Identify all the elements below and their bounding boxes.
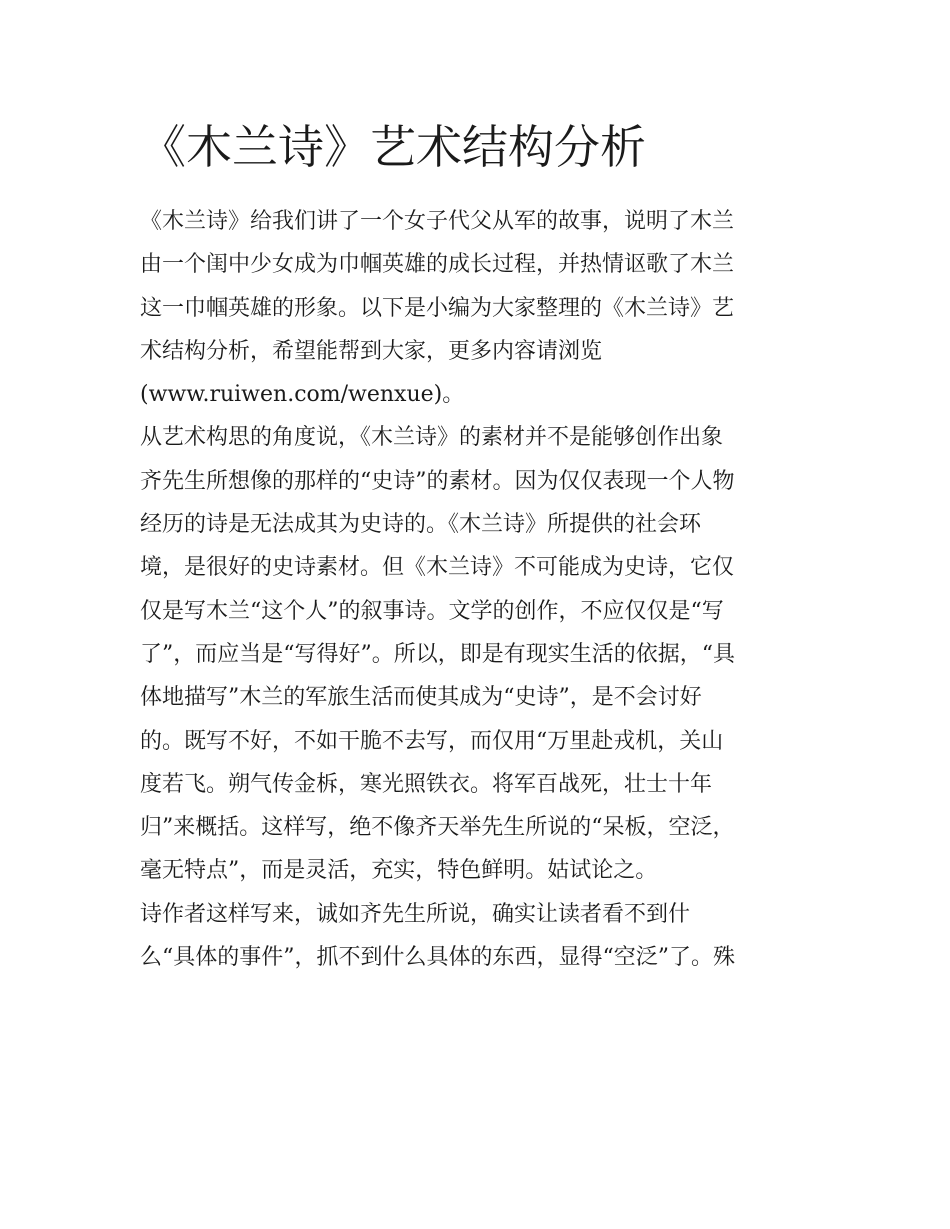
- page-title: 《木兰诗》艺术结构分析: [140, 120, 646, 174]
- text-line: 境，是很好的史诗素材。但《木兰诗》不可能成为史诗，它仅: [140, 555, 735, 581]
- text-line: (www.ruiwen.com/wenxue)。: [140, 382, 465, 408]
- text-line: 由一个闺中少女成为巾帼英雄的成长过程，并热情讴歌了木兰: [140, 252, 735, 278]
- text-line: 齐先生所想像的那样的“史诗”的素材。因为仅仅表现一个人物: [140, 468, 735, 494]
- text-line: 这一巾帼英雄的形象。以下是小编为大家整理的《木兰诗》艺: [140, 295, 735, 321]
- text-line: 度若飞。朔气传金柝，寒光照铁衣。将军百战死，壮士十年: [140, 771, 713, 797]
- text-line: 诗作者这样写来，诚如齐先生所说，确实让读者看不到什: [140, 901, 691, 927]
- document-body: [140, 200, 820, 979]
- text-line: 归”来概括。这样写，绝不像齐天举先生所说的“呆板，空泛，: [140, 815, 735, 841]
- text-line: 体地描写”木兰的军旅生活而使其成为“史诗”，是不会讨好: [140, 685, 702, 711]
- text-line: 么“具体的事件”，抓不到什么具体的东西，显得“空泛”了。殊: [140, 945, 735, 971]
- text-line: 《木兰诗》给我们讲了一个女子代父从军的故事，说明了木兰: [140, 209, 735, 234]
- text-line: 仅是写木兰“这个人”的叙事诗。文学的创作，不应仅仅是“写: [140, 598, 724, 624]
- text-line: 经历的诗是无法成其为史诗的。《木兰诗》所提供的社会环: [140, 512, 702, 538]
- text-line: 毫无特点”，而是灵活，充实，特色鲜明。姑试论之。: [140, 858, 658, 884]
- text-line: 从艺术构思的角度说，《木兰诗》的素材并不是能够创作出象: [140, 425, 724, 451]
- text-line: 术结构分析，希望能帮到大家，更多内容请浏览: [140, 338, 603, 364]
- text-line: 了”，而应当是“写得好”。所以，即是有现实生活的依据，“具: [140, 641, 735, 667]
- text-line: 的。既写不好，不如干脆不去写，而仅用“万里赴戎机，关山: [140, 728, 724, 754]
